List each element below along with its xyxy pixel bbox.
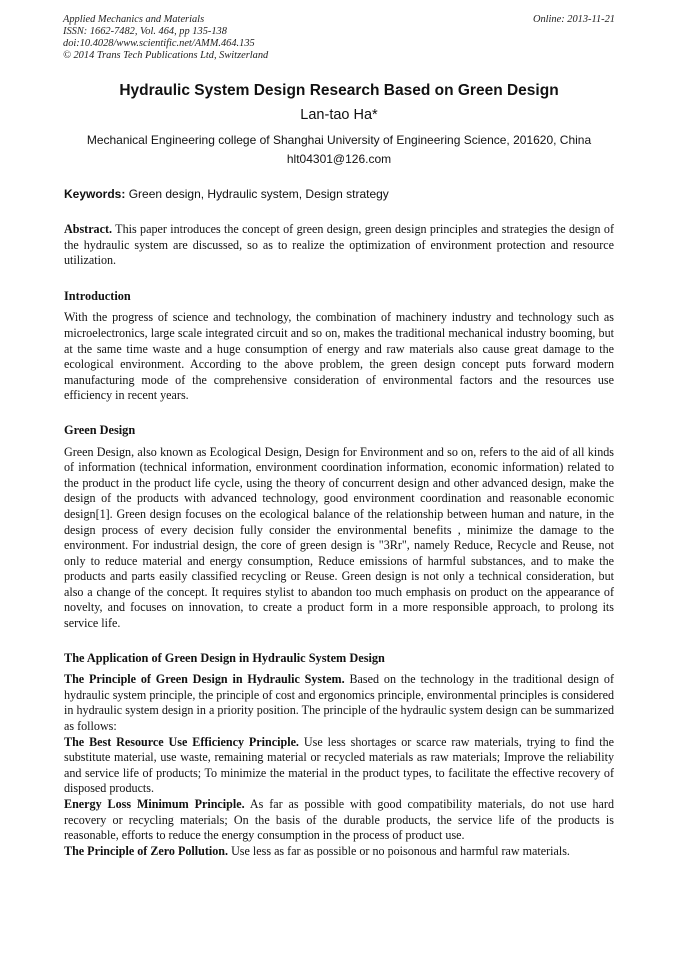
- principle-label: The Principle of Green Design in Hydraulic System.: [64, 672, 345, 687]
- principle-paragraph: [64, 672, 614, 734]
- abstract-paragraph: [64, 222, 614, 269]
- introduction-heading: Introduction: [64, 288, 131, 303]
- online-date: Online: 2013-11-21: [532, 14, 615, 25]
- abstract-label: Abstract.: [64, 222, 113, 236]
- pollution-label: The Principle of Zero Pollution.: [64, 843, 229, 858]
- application-heading: The Application of Green Design in Hydraulic System Design: [64, 650, 385, 665]
- energy-label: Energy Loss Minimum Principle.: [64, 797, 245, 811]
- keywords: [64, 187, 616, 202]
- pollution-text: Use less as far as possible or no poisonous and harmful raw materials.: [228, 843, 570, 858]
- paper-title: Hydraulic System Design Research Based on Green Design: [119, 82, 559, 99]
- issn-line: ISSN: 1662-7482, Vol. 464, pp 135-138: [63, 26, 227, 37]
- principle-text: Based on the technology in the traditional design of hydraulic system principle, the principle of cost and ergonomics principle, environmental principles is considered in hydraulic system design in a priority position. The principle of the hydraulic system design can be summarized as follows:: [64, 672, 614, 734]
- journal-name: Applied Mechanics and Materials: [63, 14, 205, 25]
- journal-header: [63, 14, 615, 62]
- keywords-label: Keywords:: [64, 187, 126, 201]
- resource-label: The Best Resource Use Efficiency Principle.: [64, 734, 299, 749]
- green-design-paragraph: Green Design, also known as Ecological Design, Design for Environment and so on, refers to the aid of all kinds of information (technical information, environment coordination information, economic information) related to the product in the product life cycle, using the theory of concurrent design and other advanced design, make the design of the products with advanced technology, good environment coordination and reasonable economic design[1]. Green design focuses on the ecological balance of the relationship between human and nature, in the design process of every decision fully consider the environmental benefits , minimize the damage to the environment. For industrial design, the core of green design is "3Rr", namely Reduce, Recycle and Reuse, not only to reduce material and energy consumption, Reduce emissions of harmful substances, and to make the products and parts easily classified recycling or Reuse. Green design is not only a technical consideration, but also a change of the concept. It requires stylist to abandon too much emphasis on product on the appearance of novelty, and focuses on innovation, to create a product form in a more responsible approach, to prolong its service life.: [64, 444, 614, 631]
- doi-line: doi:10.4028/www.scientific.net/AMM.464.135: [63, 38, 255, 49]
- resource-text: Use less shortages or scarce raw materials, trying to find the substitute material, use waste, remaining material or recycled materials as raw materials; Improve the reliability and service life of products; To minimize the material in the product types, to facilitate the effective recovery of disposed products.: [64, 734, 614, 796]
- green-design-heading: Green Design: [64, 422, 136, 437]
- pollution-paragraph: [64, 844, 614, 860]
- energy-text: As far as possible with good compatibility materials, do not use hard recovery or recycling materials; On the basis of the durable products, the service life of the products is reasonable, efforts to reduce the energy consumption in the process of product use.: [64, 797, 614, 843]
- keywords-text: Green design, Hydraulic system, Design strategy: [125, 187, 389, 201]
- author-email: hlt04301@126.com: [286, 152, 392, 166]
- energy-paragraph: [64, 797, 614, 844]
- resource-paragraph: [64, 735, 614, 797]
- author-affiliation: Mechanical Engineering college of Shanghai University of Engineering Science, 201620, China: [86, 133, 592, 147]
- paper-body: [64, 222, 614, 859]
- author-name: Lan-tao Ha*: [300, 107, 378, 123]
- copyright-line: © 2014 Trans Tech Publications Ltd, Switzerland: [63, 50, 269, 61]
- introduction-paragraph: With the progress of science and technology, the combination of machinery industry and technology such as microelectronics, large scale integrated circuit and so on, makes the traditional mechanical industry booming, but at the same time waste and a huge consumption of energy and raw materials also cause great damage to the ecological environment. According to the above problem, the green design concept puts forward modern manufacturing mode of the comprehensive consideration of environmental factors and the resources use efficiency in recent years.: [64, 310, 614, 403]
- abstract-text: This paper introduces the concept of green design, green design principles and strategies the design of the hydraulic system are discussed, so as to realize the optimization of environment protection and resource utilization.: [64, 222, 614, 268]
